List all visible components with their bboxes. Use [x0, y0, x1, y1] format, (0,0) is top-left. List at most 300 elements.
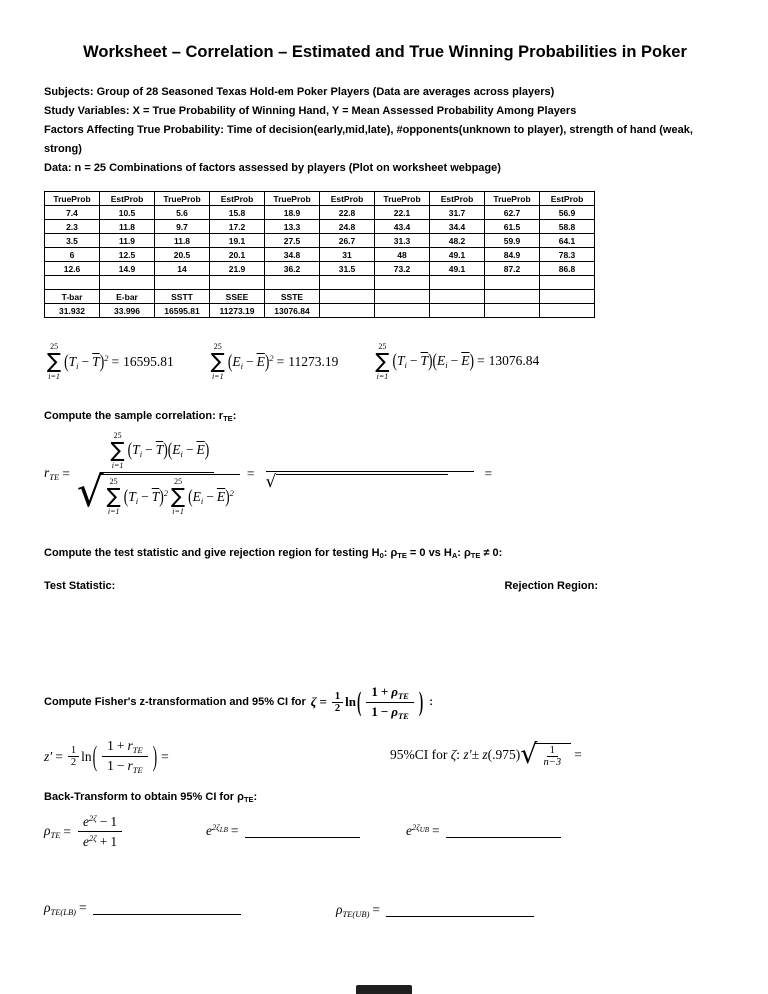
empty-cell	[265, 276, 320, 290]
summation-symbol	[171, 477, 185, 517]
answer-blank	[446, 829, 561, 838]
equals-sign: =	[477, 353, 485, 369]
one: 1	[371, 683, 378, 699]
var-E: E	[232, 353, 241, 369]
r-fraction	[102, 738, 148, 775]
var-e: e	[206, 822, 212, 838]
col-header: EstProb	[540, 192, 595, 206]
colon: :	[232, 409, 237, 422]
close-paren: )	[159, 485, 164, 507]
minus-sign: −	[450, 353, 459, 369]
empty-cell	[375, 290, 430, 304]
cell: 34.4	[430, 220, 485, 234]
numerator-1: 1	[332, 691, 343, 703]
test-statistic-row	[44, 580, 726, 592]
radical-icon: √	[265, 471, 277, 492]
fraction-numerator	[102, 738, 148, 757]
colon: :	[456, 747, 460, 763]
intro-paragraph	[44, 83, 726, 178]
backtransform-row	[44, 810, 726, 854]
subscript-TE: TE	[132, 745, 143, 756]
subscript-A: A	[451, 550, 458, 560]
sum-lower-limit: i=1	[48, 371, 60, 381]
mean-T: $\overline{T}$	[420, 353, 429, 369]
expression	[188, 485, 234, 507]
minus-sign: −	[245, 353, 254, 369]
radical	[265, 471, 449, 492]
summation-symbol	[211, 342, 225, 382]
sste-value: 13076.84	[488, 353, 540, 369]
cell: 26.7	[320, 234, 375, 248]
page-edge-marker	[356, 985, 412, 994]
open-paren: (	[92, 740, 98, 772]
cell: 73.2	[375, 262, 430, 276]
expression	[123, 485, 169, 507]
rho-TE-lhs	[44, 823, 60, 840]
mean-E: $\overline{E}$	[216, 488, 226, 504]
answer-denominator	[266, 472, 449, 491]
sum-formulas-row	[44, 342, 726, 382]
cell: 62.7	[485, 206, 540, 220]
equals-sign: =	[276, 353, 285, 369]
one: 1	[110, 814, 118, 830]
minus-sign: −	[99, 814, 108, 830]
one: 1	[107, 738, 114, 754]
summary-header-row	[45, 290, 595, 304]
z-transform-formula	[44, 738, 172, 775]
cell: 2.3	[45, 220, 100, 234]
var-r: r	[127, 758, 133, 774]
summary-value: 11273.19	[210, 304, 265, 318]
var-e: e	[406, 822, 412, 838]
equals-sign: =	[230, 822, 239, 838]
e2zeta-lb-term	[206, 822, 360, 839]
cell: 12.5	[100, 248, 155, 262]
cell: 27.5	[265, 234, 320, 248]
close-paren: )	[264, 350, 270, 372]
fraction-numerator	[103, 431, 215, 473]
cell: 31.5	[320, 262, 375, 276]
col-header: TrueProb	[485, 192, 540, 206]
expression	[371, 684, 409, 701]
plus-sign: +	[380, 683, 389, 699]
var-rho: ρ	[391, 683, 398, 699]
cell: 43.4	[375, 220, 430, 234]
cell: 6	[45, 248, 100, 262]
open-paren: (	[227, 350, 233, 372]
close-paren: )	[152, 740, 158, 772]
cell: 14.9	[100, 262, 155, 276]
expression	[83, 813, 117, 830]
numerator-1: 1	[68, 745, 79, 757]
zeta-definition-formula	[311, 684, 424, 721]
var-rho: ρ	[391, 703, 398, 719]
cell: 31.3	[375, 234, 430, 248]
var-T: T	[132, 442, 140, 458]
empty-cell	[375, 276, 430, 290]
equals-sign: =	[62, 465, 70, 481]
open-paren: (	[123, 485, 129, 507]
summary-value: 31.932	[45, 304, 100, 318]
zeta-symbol: ζ	[310, 694, 317, 710]
close-paren: )	[163, 439, 168, 461]
summary-value: 13076.84	[265, 304, 320, 318]
answer-blank-numerator	[266, 457, 474, 472]
subscript-TE: TE	[470, 550, 481, 560]
ssee-value: 11273.19	[288, 353, 339, 369]
summation-symbol	[47, 342, 61, 382]
col-header: EstProb	[320, 192, 375, 206]
mean-E: $\overline{E}$	[461, 353, 470, 369]
ci-formula	[390, 738, 585, 770]
empty-cell	[100, 276, 155, 290]
col-header: TrueProb	[375, 192, 430, 206]
answer-fraction	[266, 457, 474, 491]
sigma-icon: ∑	[375, 349, 390, 373]
cell: 20.5	[155, 248, 210, 262]
radicand	[535, 743, 571, 768]
heading-text: Compute Fisher's z-transformation and 95% CI for	[44, 696, 306, 709]
heading-text: : ρ	[383, 546, 398, 559]
heading-text: Back-Transform to obtain 95% CI for ρ	[44, 790, 244, 803]
cell: 64.1	[540, 234, 595, 248]
exponent-2: 2	[229, 487, 234, 498]
summation-symbol	[375, 342, 389, 382]
subscript-TE-LB: TE(LB)	[50, 906, 76, 917]
empty-cell	[540, 290, 595, 304]
cell: 84.9	[485, 248, 540, 262]
cell: 21.9	[210, 262, 265, 276]
zeta-symbol: ζ	[450, 747, 457, 763]
ln-operator: ln	[345, 694, 357, 710]
subscript-0: 0	[379, 550, 384, 560]
correlation-fraction	[77, 431, 240, 517]
plus-sign: +	[116, 738, 125, 754]
equals-sign: =	[372, 901, 381, 917]
equals-sign: =	[55, 748, 63, 764]
answer-blank	[245, 829, 360, 838]
exponent-2zeta-UB	[412, 822, 429, 832]
cell: 11.9	[100, 234, 155, 248]
table-row	[45, 220, 595, 234]
cell: 3.5	[45, 234, 100, 248]
subscript-TE: TE	[397, 710, 409, 721]
cell: 18.9	[265, 206, 320, 220]
minus-sign: −	[206, 488, 214, 504]
index-i: i	[240, 360, 243, 371]
e-fraction	[78, 813, 122, 850]
var-e: e	[83, 814, 90, 830]
subscript-TE: TE	[223, 413, 233, 423]
subscript-TE: TE	[243, 794, 254, 804]
equals-sign: =	[484, 465, 493, 481]
sum-lower-limit: i=1	[111, 460, 124, 470]
cell: 78.3	[540, 248, 595, 262]
subscript-TE: TE	[49, 472, 60, 483]
one-over-n3	[540, 745, 564, 768]
answer-blank	[93, 906, 241, 915]
sum-lower-limit: i=1	[172, 506, 184, 516]
cell: 20.1	[210, 248, 265, 262]
minus-sign: −	[141, 488, 149, 504]
data-table	[44, 191, 595, 318]
correlation-heading	[44, 410, 726, 423]
mean-T: $\overline{T}$	[151, 488, 160, 504]
radical	[76, 466, 240, 517]
ci-prefix: 95%CI for	[390, 747, 448, 763]
sum-upper-limit: 25	[213, 342, 222, 351]
cell: 49.1	[430, 248, 485, 262]
expression	[206, 822, 360, 839]
sum-squares-E-formula	[208, 342, 339, 382]
radical-icon: √	[76, 466, 104, 516]
index-i: i	[180, 449, 183, 460]
fisher-heading	[44, 684, 726, 721]
plus-minus-sign: ±	[471, 747, 479, 763]
denominator-2: 2	[70, 757, 77, 769]
sum-upper-limit: 25	[174, 476, 183, 486]
cell: 61.5	[485, 220, 540, 234]
e2zeta-ub-term	[406, 822, 561, 839]
rho-symbol: ρ	[44, 899, 51, 915]
table-row	[45, 262, 595, 276]
colon: :	[253, 790, 258, 803]
cell: 11.8	[155, 234, 210, 248]
correlation-formula	[44, 431, 495, 517]
cell: 10.5	[100, 206, 155, 220]
cell: 36.2	[265, 262, 320, 276]
equals-sign: =	[574, 747, 582, 763]
subscript-TE: TE	[397, 550, 407, 560]
col-header: TrueProb	[155, 192, 210, 206]
empty-cell	[155, 276, 210, 290]
index-i: i	[139, 449, 143, 460]
fraction-numerator	[78, 813, 122, 832]
cell: 49.1	[430, 262, 485, 276]
cell: 12.6	[45, 262, 100, 276]
equals-sign: =	[78, 899, 87, 915]
cell: 31.7	[430, 206, 485, 220]
sigma-icon: ∑	[106, 483, 121, 508]
test-statistic-label: Test Statistic:	[44, 579, 116, 592]
cell: 59.9	[485, 234, 540, 248]
expression	[83, 833, 117, 850]
backtransform-heading	[44, 791, 726, 804]
table-row	[45, 206, 595, 220]
cell: 22.8	[320, 206, 375, 220]
empty-cell	[320, 304, 375, 318]
heading-text: ≠ 0:	[480, 546, 503, 559]
empty-cell	[320, 290, 375, 304]
intro-line-data: Data: n = 25 Combinations of factors assessed by players (Plot on worksheet webpage)	[44, 162, 501, 174]
mean-E: $\overline{E}$	[256, 353, 265, 369]
sum-squares-T-formula	[44, 342, 174, 382]
index-i: i	[404, 360, 407, 371]
summary-header: E-bar	[100, 290, 155, 304]
exponent-2zeta-LB	[212, 822, 228, 832]
summation-symbol	[107, 477, 121, 517]
one: 1	[110, 834, 118, 850]
exponent-2zeta: 2ζ	[212, 821, 220, 832]
var-r: r	[127, 738, 133, 754]
empty-cell	[485, 276, 540, 290]
radical	[520, 738, 571, 770]
var-E: E	[192, 488, 201, 504]
intro-line-variables: Study Variables: X = True Probability of Winning Hand, Y = Mean Assessed Probability Among Players	[44, 105, 577, 117]
sum-lower-limit: i=1	[107, 506, 120, 516]
subscript-TE: TE	[397, 690, 409, 701]
col-header: TrueProb	[45, 192, 100, 206]
denominator-2: 2	[334, 702, 341, 714]
summary-header: SSTT	[155, 290, 210, 304]
fraction-numerator	[366, 684, 414, 703]
subscript-UB: UB	[419, 825, 430, 834]
one: 1	[371, 703, 378, 719]
sum-lower-limit: i=1	[376, 371, 389, 381]
expression	[406, 822, 561, 839]
equals-sign: =	[246, 465, 255, 481]
empty-cell	[485, 290, 540, 304]
cell: 48	[375, 248, 430, 262]
intro-line-factors: Factors Affecting True Probability: Time of decision(early,mid,late), #opponents(unknown to player), strength of hand (weak, strong)	[44, 124, 693, 155]
summary-values-row	[45, 304, 595, 318]
close-paren: )	[469, 350, 475, 372]
one: 1	[107, 758, 114, 774]
sigma-icon: ∑	[47, 349, 62, 373]
close-paren: )	[204, 439, 210, 461]
ln-operator: ln	[81, 748, 92, 764]
cell: 9.7	[155, 220, 210, 234]
empty-cell	[540, 304, 595, 318]
rejection-region-label: Rejection Region:	[504, 579, 598, 592]
index-i: i	[135, 495, 139, 506]
z-prime-term	[463, 747, 520, 763]
fraction-denominator	[83, 832, 117, 850]
mean-T: $\overline{T}$	[155, 442, 164, 458]
empty-cell	[45, 276, 100, 290]
z-prime	[44, 749, 52, 765]
cell: 24.8	[320, 220, 375, 234]
sstt-value: 16595.81	[123, 353, 174, 369]
zeta-colon	[451, 747, 460, 763]
empty-cell	[430, 290, 485, 304]
exponent-2zeta: 2ζ	[89, 813, 97, 824]
var-e: e	[83, 834, 90, 850]
close-paren: )	[418, 685, 424, 718]
z-prime-symbol: z′	[44, 748, 53, 764]
summary-header: T-bar	[45, 290, 100, 304]
empty-cell	[430, 276, 485, 290]
table-spacer-row	[45, 276, 595, 290]
cross-products-formula	[372, 342, 539, 382]
fraction-denominator	[371, 703, 409, 721]
expression	[107, 758, 143, 775]
cell: 17.2	[210, 220, 265, 234]
plus-sign: +	[99, 834, 108, 850]
table-header-row	[45, 192, 595, 206]
cell: 5.6	[155, 206, 210, 220]
final-answers-row	[44, 900, 726, 917]
expression	[107, 738, 143, 755]
expression	[371, 704, 409, 721]
exponent-2: 2	[269, 352, 274, 363]
mean-T: $\overline{T}$	[92, 353, 100, 369]
close-paren: )	[99, 350, 105, 372]
expression	[127, 439, 210, 461]
open-paren: (	[64, 350, 69, 372]
rho-lb-answer	[44, 900, 241, 917]
exponent-2: 2	[163, 487, 169, 498]
sum-upper-limit: 25	[113, 430, 122, 440]
minus-sign: −	[81, 353, 90, 369]
sigma-icon: ∑	[210, 349, 225, 373]
table-row	[45, 248, 595, 262]
open-paren: (	[167, 439, 173, 461]
exponent-2zeta: 2ζ	[89, 833, 97, 844]
minus-sign: −	[409, 353, 418, 369]
summary-value: 33.996	[100, 304, 155, 318]
one-half-fraction	[332, 691, 343, 714]
z-transform-row	[44, 733, 726, 781]
minus-sign: −	[185, 442, 194, 458]
sum-lower-limit: i=1	[211, 371, 224, 381]
minus-sign: −	[380, 703, 389, 719]
cell: 56.9	[540, 206, 595, 220]
expression	[227, 350, 339, 372]
var-z: z	[482, 747, 488, 763]
minus-sign: −	[116, 758, 125, 774]
numerator-1: 1	[547, 745, 558, 757]
cell: 11.8	[100, 220, 155, 234]
cell: 86.8	[540, 262, 595, 276]
expression	[64, 350, 174, 372]
rho-symbol: ρ	[336, 901, 343, 917]
heading-text: Compute the test statistic and give rejection region for testing H	[44, 546, 380, 559]
subscript-TE: TE	[132, 765, 143, 776]
equals-sign: =	[63, 823, 72, 839]
one-half-fraction	[68, 745, 79, 768]
sum-upper-limit: 25	[109, 476, 118, 486]
mean-E: $\overline{E}$	[196, 442, 205, 458]
summation-symbol	[111, 431, 125, 471]
denominator-n3: n−3	[543, 756, 562, 768]
var-r: r	[44, 465, 50, 481]
sigma-icon: ∑	[110, 437, 125, 462]
cell: 22.1	[375, 206, 430, 220]
cell: 13.3	[265, 220, 320, 234]
equals-sign: =	[319, 694, 327, 710]
fraction-denominator	[107, 757, 143, 775]
empty-cell	[210, 276, 265, 290]
col-header: EstProb	[100, 192, 155, 206]
empty-cell	[485, 304, 540, 318]
rho-backtransform-formula	[44, 813, 126, 850]
col-header: TrueProb	[265, 192, 320, 206]
rho-symbol: ρ	[44, 823, 51, 839]
intro-line-subjects: Subjects: Group of 28 Seasoned Texas Hold-em Poker Players (Data are averages across players)	[44, 86, 555, 98]
heading-text: : ρ	[457, 546, 471, 559]
var-T: T	[128, 488, 136, 504]
open-paren: (	[188, 485, 193, 507]
exponent-2zeta: 2ζ	[412, 821, 420, 832]
colon: :	[429, 696, 433, 709]
subscript-TE-UB: TE(UB)	[342, 908, 370, 919]
page-title: Worksheet – Correlation – Estimated and True Winning Probabilities in Poker	[83, 43, 687, 61]
close-paren: )	[428, 350, 433, 372]
heading-text: Compute the sample correlation: r	[44, 409, 224, 422]
open-paren: (	[392, 350, 397, 372]
quantile: (.975)	[487, 747, 521, 763]
